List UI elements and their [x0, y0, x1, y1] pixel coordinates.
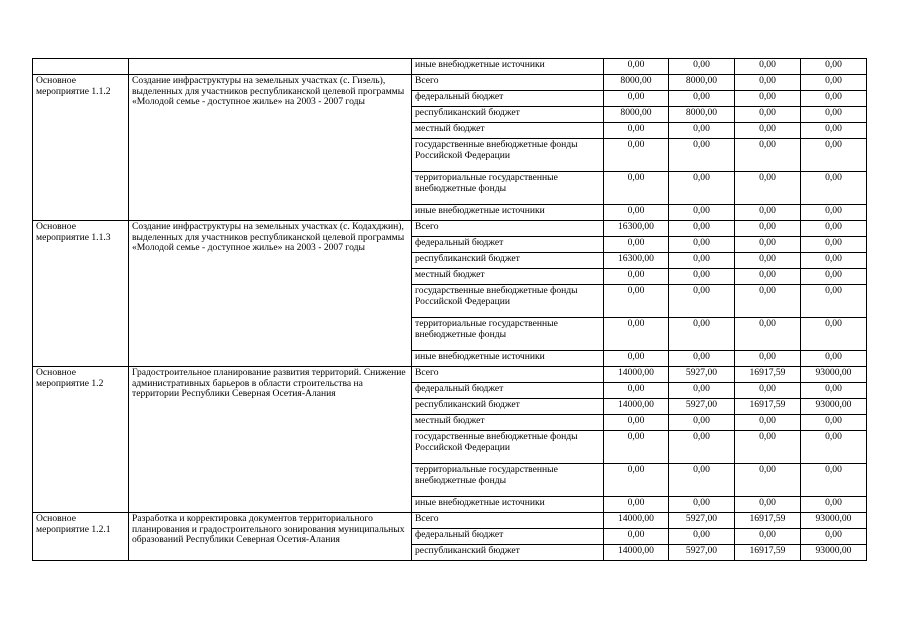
- value-cell: 0,00: [735, 107, 801, 123]
- value-cell: 0,00: [735, 497, 801, 513]
- funding-source: федеральный бюджет: [412, 91, 604, 107]
- value-cell: 0,00: [735, 75, 801, 91]
- funding-source: местный бюджет: [412, 123, 604, 139]
- value-cell: 0,00: [735, 123, 801, 139]
- funding-source: иные внебюджетные источники: [412, 205, 604, 221]
- value-cell: 8000,00: [669, 107, 735, 123]
- value-cell: 0,00: [669, 285, 735, 318]
- value-cell: 14000,00: [604, 399, 669, 415]
- value-cell: 16917,59: [735, 367, 801, 383]
- value-cell: 8000,00: [604, 75, 669, 91]
- table-row: [33, 367, 867, 383]
- value-cell: 0,00: [604, 285, 669, 318]
- code-cell: [33, 59, 129, 75]
- value-cell: 14000,00: [604, 367, 669, 383]
- funding-source: федеральный бюджет: [412, 237, 604, 253]
- table-row: [33, 75, 867, 91]
- value-cell: 0,00: [669, 221, 735, 237]
- value-cell: 0,00: [801, 59, 867, 75]
- value-cell: 0,00: [735, 237, 801, 253]
- value-cell: 0,00: [801, 221, 867, 237]
- funding-source: территориальные государственные внебюджетные фонды: [412, 318, 604, 351]
- value-cell: 0,00: [604, 237, 669, 253]
- funding-source: местный бюджет: [412, 415, 604, 431]
- value-cell: 0,00: [669, 529, 735, 545]
- funding-source: государственные внебюджетные фонды Российской Федерации: [412, 431, 604, 464]
- value-cell: 0,00: [669, 123, 735, 139]
- funding-source: Всего: [412, 75, 604, 91]
- value-cell: 0,00: [604, 139, 669, 172]
- value-cell: 0,00: [669, 464, 735, 497]
- value-cell: 0,00: [669, 172, 735, 205]
- value-cell: 14000,00: [604, 513, 669, 529]
- value-cell: 0,00: [801, 415, 867, 431]
- value-cell: 5927,00: [669, 399, 735, 415]
- funding-source: территориальные государственные внебюджетные фонды: [412, 172, 604, 205]
- value-cell: 0,00: [735, 383, 801, 399]
- value-cell: 0,00: [801, 431, 867, 464]
- value-cell: 5927,00: [669, 367, 735, 383]
- activity-code: Основное мероприятие 1.2: [33, 367, 129, 513]
- activity-description: Разработка и корректировка документов территориального планирования и градостроительного зонирования муниципальных образований Республики Северная Осетия-Алания: [129, 513, 412, 561]
- value-cell: 0,00: [604, 497, 669, 513]
- value-cell: 0,00: [735, 285, 801, 318]
- value-cell: 0,00: [735, 221, 801, 237]
- value-cell: 0,00: [669, 269, 735, 285]
- value-cell: 0,00: [669, 91, 735, 107]
- value-cell: 0,00: [801, 497, 867, 513]
- value-cell: 0,00: [735, 269, 801, 285]
- value-cell: 0,00: [801, 91, 867, 107]
- value-cell: 16917,59: [735, 545, 801, 561]
- activity-description: Градостроительное планирование развития территорий. Снижение административных барьеров в области строительства на территории Республики Северная Осетия-Алания: [129, 367, 412, 513]
- value-cell: 0,00: [801, 318, 867, 351]
- value-cell: 0,00: [735, 415, 801, 431]
- value-cell: 0,00: [801, 529, 867, 545]
- value-cell: 0,00: [604, 91, 669, 107]
- value-cell: 0,00: [604, 431, 669, 464]
- value-cell: 93000,00: [801, 367, 867, 383]
- value-cell: 0,00: [801, 383, 867, 399]
- value-cell: 5927,00: [669, 513, 735, 529]
- value-cell: 0,00: [604, 529, 669, 545]
- table-row: [33, 221, 867, 237]
- value-cell: 8000,00: [604, 107, 669, 123]
- value-cell: 0,00: [801, 351, 867, 367]
- value-cell: 0,00: [669, 237, 735, 253]
- budget-table: [32, 58, 867, 561]
- value-cell: 0,00: [801, 123, 867, 139]
- value-cell: 0,00: [735, 59, 801, 75]
- value-cell: 0,00: [669, 59, 735, 75]
- value-cell: 0,00: [669, 253, 735, 269]
- value-cell: 0,00: [604, 205, 669, 221]
- value-cell: 0,00: [669, 431, 735, 464]
- value-cell: 0,00: [669, 351, 735, 367]
- funding-source: государственные внебюджетные фонды Российской Федерации: [412, 285, 604, 318]
- value-cell: 0,00: [604, 123, 669, 139]
- value-cell: 0,00: [735, 172, 801, 205]
- activity-description: Создание инфраструктуры на земельных участках (с. Кодахджин), выделенных для участников республиканской целевой программы «Молодой семье - доступное жилье» на 2003 - 2007 годы: [129, 221, 412, 367]
- value-cell: 0,00: [801, 172, 867, 205]
- funding-source: республиканский бюджет: [412, 399, 604, 415]
- value-cell: 0,00: [669, 139, 735, 172]
- value-cell: 0,00: [604, 318, 669, 351]
- activity-code: Основное мероприятие 1.1.3: [33, 221, 129, 367]
- value-cell: 0,00: [669, 415, 735, 431]
- value-cell: 0,00: [735, 351, 801, 367]
- value-cell: 0,00: [801, 205, 867, 221]
- value-cell: 16917,59: [735, 399, 801, 415]
- value-cell: 0,00: [604, 383, 669, 399]
- value-cell: 5927,00: [669, 545, 735, 561]
- value-cell: 0,00: [604, 415, 669, 431]
- funding-source: республиканский бюджет: [412, 253, 604, 269]
- funding-source: местный бюджет: [412, 269, 604, 285]
- value-cell: 0,00: [735, 431, 801, 464]
- value-cell: 0,00: [604, 269, 669, 285]
- value-cell: 0,00: [735, 318, 801, 351]
- funding-source: государственные внебюджетные фонды Российской Федерации: [412, 139, 604, 172]
- value-cell: 0,00: [801, 75, 867, 91]
- funding-source: республиканский бюджет: [412, 545, 604, 561]
- value-cell: 0,00: [669, 383, 735, 399]
- value-cell: 0,00: [604, 59, 669, 75]
- value-cell: 16917,59: [735, 513, 801, 529]
- activity-code: Основное мероприятие 1.1.2: [33, 75, 129, 221]
- activity-description: Создание инфраструктуры на земельных участках (с. Гизель), выделенных для участников республиканской целевой программы «Молодой семье - доступное жилье» на 2003 - 2007 годы: [129, 75, 412, 221]
- funding-source: территориальные государственные внебюджетные фонды: [412, 464, 604, 497]
- value-cell: 0,00: [735, 253, 801, 269]
- value-cell: 0,00: [669, 205, 735, 221]
- value-cell: 14000,00: [604, 545, 669, 561]
- value-cell: 0,00: [801, 139, 867, 172]
- value-cell: 0,00: [801, 285, 867, 318]
- value-cell: 93000,00: [801, 513, 867, 529]
- value-cell: 0,00: [801, 464, 867, 497]
- funding-source: Всего: [412, 367, 604, 383]
- value-cell: 93000,00: [801, 545, 867, 561]
- table-row: [33, 513, 867, 529]
- value-cell: 0,00: [735, 91, 801, 107]
- budget-table-body: [33, 59, 867, 561]
- funding-source: республиканский бюджет: [412, 107, 604, 123]
- funding-source: Всего: [412, 221, 604, 237]
- funding-source: Всего: [412, 513, 604, 529]
- value-cell: 0,00: [735, 464, 801, 497]
- funding-source: федеральный бюджет: [412, 383, 604, 399]
- value-cell: 16300,00: [604, 221, 669, 237]
- value-cell: 0,00: [801, 237, 867, 253]
- funding-source: иные внебюджетные источники: [412, 497, 604, 513]
- value-cell: 0,00: [735, 205, 801, 221]
- value-cell: 0,00: [735, 529, 801, 545]
- value-cell: 16300,00: [604, 253, 669, 269]
- value-cell: 0,00: [801, 269, 867, 285]
- value-cell: 0,00: [604, 464, 669, 497]
- value-cell: 93000,00: [801, 399, 867, 415]
- funding-source: федеральный бюджет: [412, 529, 604, 545]
- source-cell: иные внебюджетные источники: [412, 59, 604, 75]
- value-cell: 0,00: [669, 497, 735, 513]
- activity-code: Основное мероприятие 1.2.1: [33, 513, 129, 561]
- funding-source: иные внебюджетные источники: [412, 351, 604, 367]
- value-cell: 0,00: [801, 107, 867, 123]
- value-cell: 0,00: [604, 172, 669, 205]
- value-cell: 0,00: [604, 351, 669, 367]
- value-cell: 8000,00: [669, 75, 735, 91]
- table-row: [33, 59, 867, 75]
- value-cell: 0,00: [735, 139, 801, 172]
- value-cell: 0,00: [801, 253, 867, 269]
- description-cell: [129, 59, 412, 75]
- value-cell: 0,00: [669, 318, 735, 351]
